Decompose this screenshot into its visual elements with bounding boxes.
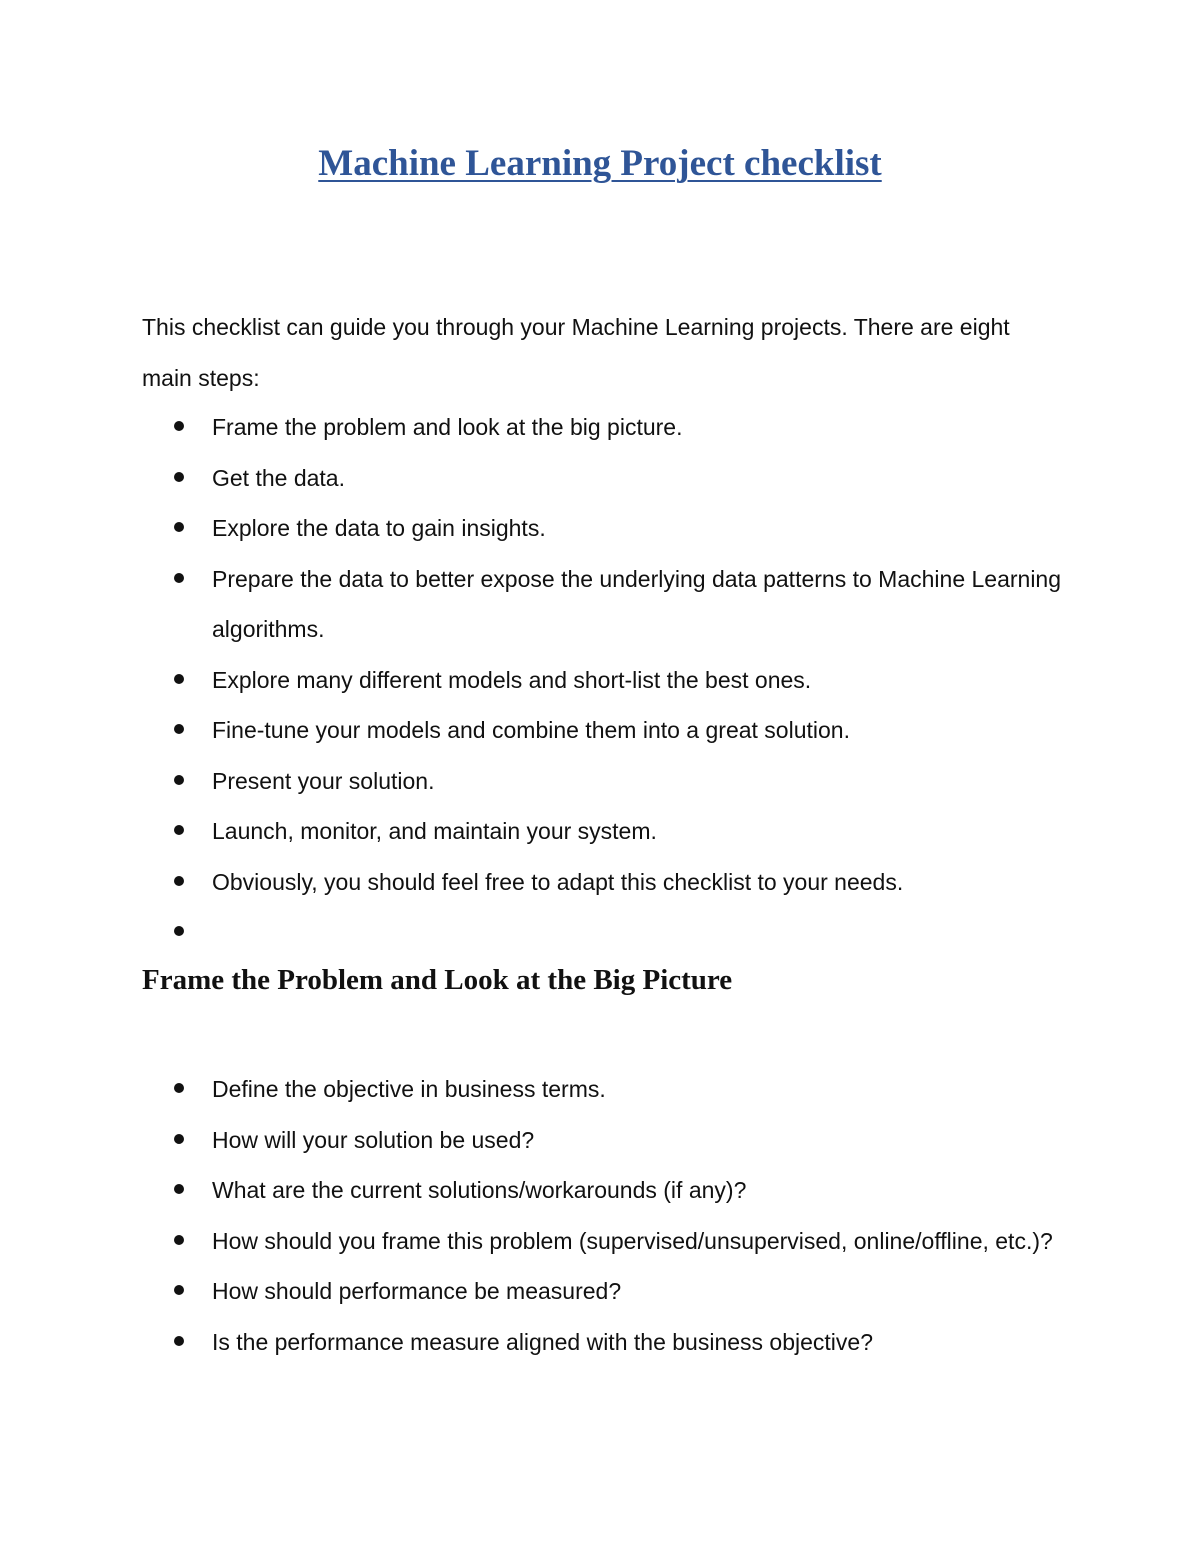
intro-paragraph: This checklist can guide you through your Machine Learning projects. There are eight main steps: xyxy=(142,314,1010,391)
list-item xyxy=(142,655,1062,706)
list-item xyxy=(142,806,1062,857)
list-item-text: Define the objective in business terms. xyxy=(212,1076,606,1102)
list-item-text: Frame the problem and look at the big picture. xyxy=(212,414,683,440)
list-item-text: What are the current solutions/workarounds (if any)? xyxy=(212,1177,747,1203)
bullet-icon xyxy=(174,926,184,936)
list-item-text: Get the data. xyxy=(212,464,345,491)
list-item xyxy=(142,756,1062,807)
list-item xyxy=(142,1064,1062,1115)
bullet-icon xyxy=(174,1184,184,1194)
bullet-icon xyxy=(174,573,184,583)
list-item-text: Prepare the data to better expose the underlying data patterns to Machine Learning algorithms. xyxy=(212,565,1062,642)
list-item xyxy=(142,453,1062,504)
list-item xyxy=(142,554,1062,655)
document-title: Machine Learning Project checklist xyxy=(318,143,882,184)
list-item-empty xyxy=(142,907,1062,958)
list-item xyxy=(142,1165,1062,1216)
list-item-text: Is the performance measure aligned with the business objective? xyxy=(212,1328,873,1355)
list-item xyxy=(142,1266,1062,1317)
bullet-icon xyxy=(174,876,184,886)
bullet-icon xyxy=(174,1336,184,1346)
list-item-text: How will your solution be used? xyxy=(212,1126,535,1153)
list-item-text: Launch, monitor, and maintain your system. xyxy=(212,818,657,844)
bullet-icon xyxy=(174,1134,184,1144)
list-item-text: How should you frame this problem (supervised/unsupervised, online/offline, etc.)? xyxy=(212,1227,1053,1254)
list-item xyxy=(142,1317,1062,1368)
bullet-icon xyxy=(174,674,184,684)
bullet-icon xyxy=(174,1235,184,1245)
bullet-icon xyxy=(174,472,184,482)
bullet-icon xyxy=(174,775,184,785)
list-item-text: Explore many different models and short-list the best ones. xyxy=(212,666,812,693)
list-item-text: Explore the data to gain insights. xyxy=(212,515,546,541)
section-heading: Frame the Problem and Look at the Big Picture xyxy=(142,964,733,996)
steps-list xyxy=(142,402,1062,958)
list-item xyxy=(142,1216,1062,1267)
bullet-icon xyxy=(174,1083,184,1093)
bullet-icon xyxy=(174,724,184,734)
bullet-icon xyxy=(174,421,184,431)
list-item xyxy=(142,705,1062,756)
bullet-icon xyxy=(174,522,184,532)
list-item-text: Present your solution. xyxy=(212,767,435,794)
list-item xyxy=(142,1115,1062,1166)
list-item-text: How should performance be measured? xyxy=(212,1278,622,1304)
list-item xyxy=(142,857,1062,908)
list-item-text: Obviously, you should feel free to adapt this checklist to your needs. xyxy=(212,868,904,895)
bullet-icon xyxy=(174,1285,184,1295)
frame-problem-list xyxy=(142,1064,1062,1367)
list-item xyxy=(142,503,1062,554)
list-item-text: Fine-tune your models and combine them into a great solution. xyxy=(212,717,850,743)
bullet-icon xyxy=(174,825,184,835)
list-item xyxy=(142,402,1062,453)
